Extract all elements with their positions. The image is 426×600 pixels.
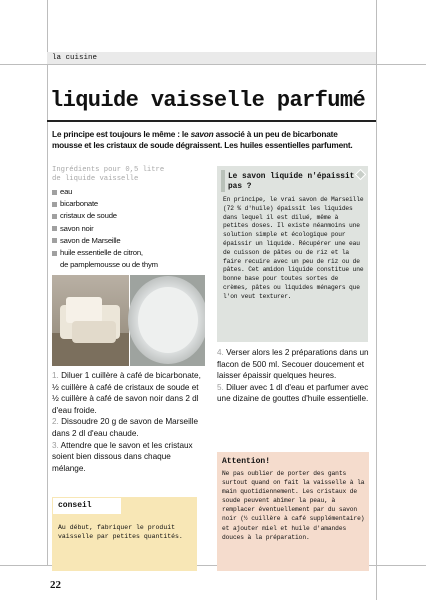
steps-left [52, 370, 202, 474]
soap-ingredients-photo [52, 275, 205, 366]
ingredient-item: savon noir [52, 223, 212, 235]
step-1: 1. Diluer 1 cuillère à café de bicarbonate, ½ cuillère à café de cristaux de soude et ½ cuillère à café de savon noir dans 2 dl d'eau froide. [52, 371, 201, 415]
right-margin-line [376, 0, 377, 600]
sidebar-accent-bar [221, 170, 225, 192]
step-3: 3. Attendre que le savon et les cristaux soient bien dissous dans chaque mélange. [52, 440, 193, 473]
ingredient-item: cristaux de soude [52, 210, 212, 222]
intro-paragraph [52, 129, 367, 151]
ingredient-item: savon de Marseille [52, 235, 212, 247]
bullet-square-icon [52, 190, 57, 195]
bullet-square-icon [52, 202, 57, 207]
conseil-box [52, 497, 197, 571]
sidebar-body: En principe, le vrai savon de Marseille (72 % d'huile) épaissit les liquides dans lequel il est dilué, même à petites doses. Il existe néanmoins une solution simple et écologique pour épaissir un liquide. Récupérer une eau de cuisson de pâtes ou de riz et la faire recuire avec un peu de riz ou de pâtes. Cet amidon liquide constitue une bonne base pour toutes sortes de crèmes, pâtes ou liquides ménagers que l'on veut texturer. [223, 196, 364, 300]
ingredient-item: eau [52, 186, 212, 198]
step-5: 5. Diluer avec 1 dl d'eau et parfumer avec une dizaine de gouttes d'huile essentielle. [217, 382, 369, 404]
ingredients-list [52, 186, 212, 271]
bullet-square-icon [52, 251, 57, 256]
ingredients-heading [52, 166, 212, 184]
bullet-square-icon [52, 226, 57, 231]
intro-emphasis: savon [190, 129, 214, 139]
ingredient-item: huile essentielle de citron, [52, 247, 212, 259]
ingredients-heading-line2: de liquide vaisselle [52, 175, 139, 183]
sidebar-heading: Le savon liquide n'épaissit pas ? [228, 173, 355, 191]
step-2: 2. Dissoudre 20 g de savon de Marseille dans 2 dl d'eau chaude. [52, 417, 199, 438]
tip-sidebar [217, 166, 368, 342]
ingredients-heading-line1: Ingrédients pour 0,5 litre [52, 166, 165, 174]
title-rule [47, 120, 376, 122]
intro-text-1: Le principe est toujours le même : le [52, 129, 191, 139]
page-number: 22 [50, 579, 61, 591]
bullet-square-icon [52, 238, 57, 243]
bullet-square-icon [52, 214, 57, 219]
intro-text-2: associé à un peu de bicarbonate mousse et les cristaux de soude dégraissent. Les huiles essentielles parfument. [52, 129, 353, 150]
conseil-label: conseil [53, 498, 121, 514]
page-title: liquide vaisselle parfumé [50, 88, 366, 113]
section-label: la cuisine [47, 52, 376, 64]
conseil-text: Au début, fabriquer le produit vaisselle par petites quantités. [58, 524, 183, 541]
step-4: 4. Verser alors les 2 préparations dans un flacon de 500 ml. Secouer doucement et laisser épaissir quelques heures. [217, 348, 369, 381]
attention-heading: Attention! [222, 457, 271, 466]
header-rule [0, 64, 426, 65]
left-margin-line [47, 0, 48, 565]
attention-box [217, 452, 369, 571]
ingredient-continuation: de pamplemousse ou de thym [60, 260, 158, 270]
steps-right [217, 347, 369, 405]
ingredient-item: bicarbonate [52, 198, 212, 210]
attention-body: Ne pas oublier de porter des gants surtout quand on fait la vaisselle à la main quotidiennement. Les cristaux de soude peuvent abîmer la peau, à remplacer éventuellement par du savon noir (½ cuillère à café supplémentaire) et ajouter miel et huile d'amandes douces à la préparation. [222, 470, 365, 541]
